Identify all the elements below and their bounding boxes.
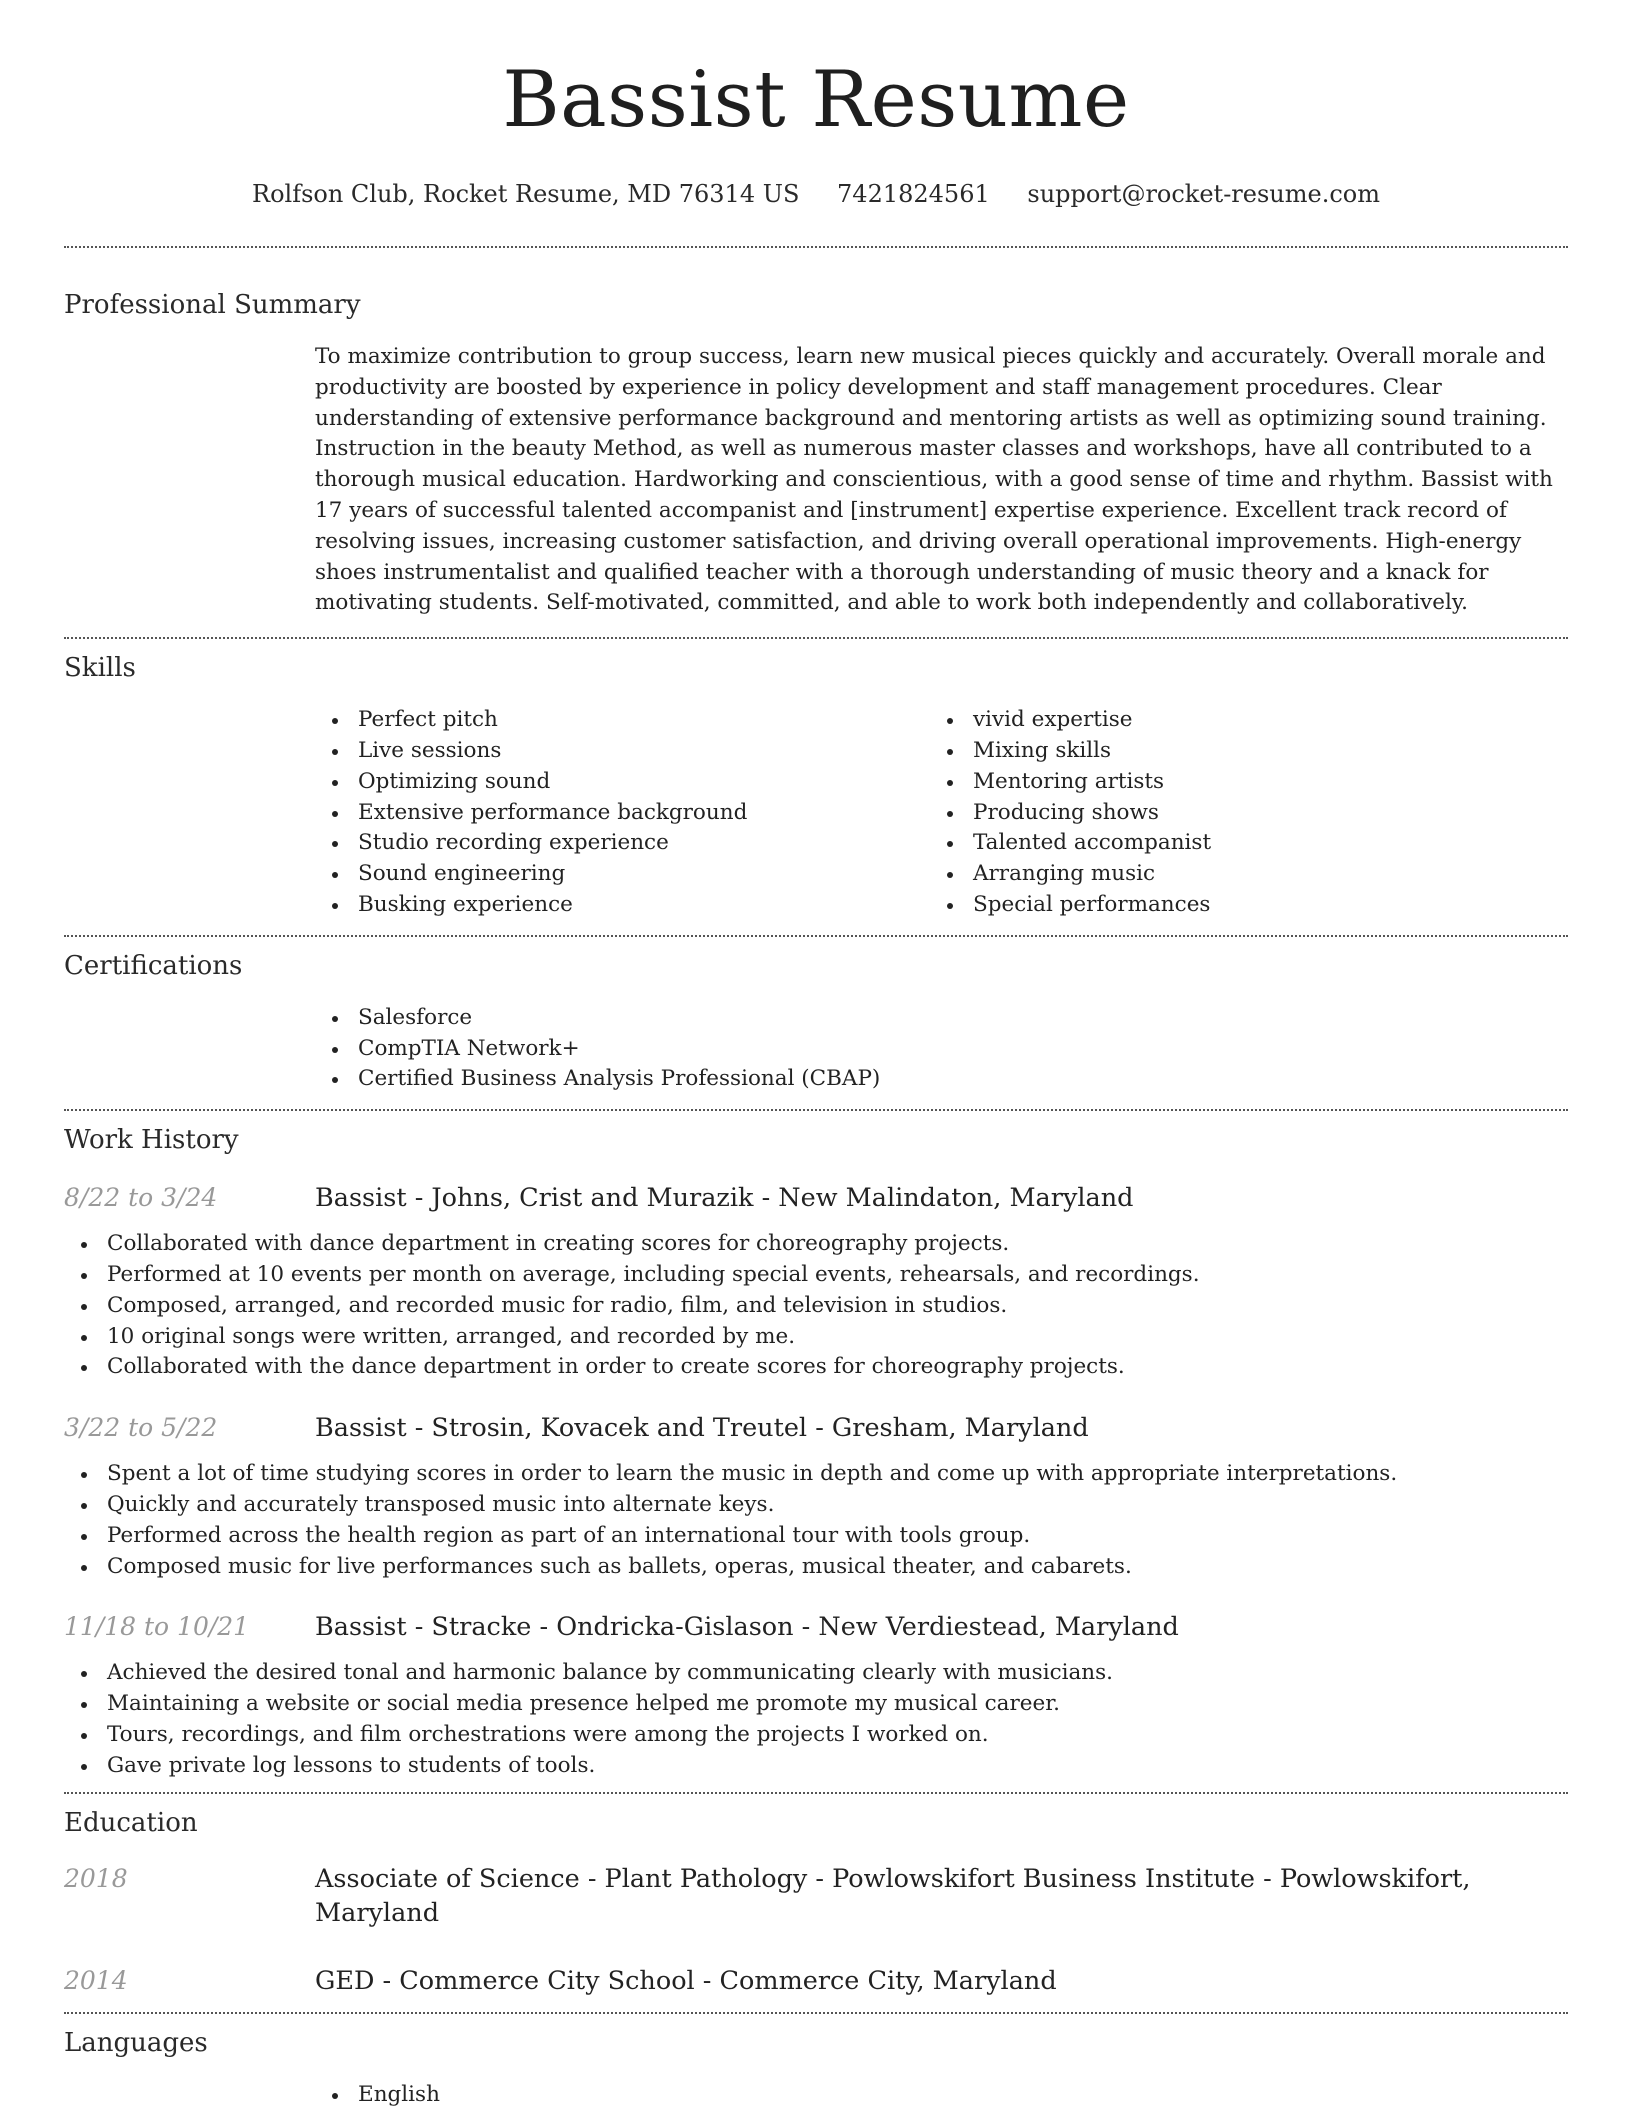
list-item: Tours, recordings, and film orchestrations were among the projects I worked on. xyxy=(64,1720,1568,1751)
list-item: Extensive performance background xyxy=(315,798,930,829)
languages-content xyxy=(315,2080,1568,2111)
list-item: Optimizing sound xyxy=(315,767,930,798)
job-entry xyxy=(64,1610,1568,1781)
summary-heading: Professional Summary xyxy=(64,290,361,320)
job-header xyxy=(64,1610,1568,1644)
languages-heading: Languages xyxy=(64,2027,208,2058)
contact-line xyxy=(64,178,1568,210)
job-bullets xyxy=(64,1459,1568,1582)
resume-title: Bassist Resume xyxy=(502,55,1130,145)
list-item: Busking experience xyxy=(315,890,930,921)
education-year: 2018 xyxy=(64,1863,128,1893)
list-item: Spent a lot of time studying scores in order to learn the music in depth and come up with appropriate interpretations. xyxy=(64,1459,1568,1490)
list-item: Certified Business Analysis Professional (CBAP) xyxy=(315,1064,1568,1095)
education-title: Associate of Science - Plant Pathology - Powlowskifort Business Institute - Powlowskifort, Maryland xyxy=(315,1863,1471,1928)
skills-section xyxy=(64,639,1568,935)
summary-text: To maximize contribution to group success, learn new musical pieces quickly and accurately. Overall morale and productivity are boosted by experience in policy development and staff management procedures. Clear understanding of extensive performance background and mentoring artists as well as optimizing sound training. Instruction in the beauty Method, as well as numerous master classes and workshops, have all contributed to a thorough musical education. Hardworking and conscientious, with a good sense of time and rhythm. Bassist with 17 years of successful talented accompanist and [instrument] expertise experience. Excellent track record of resolving issues, increasing customer satisfaction, and driving overall operational improvements. High-energy shoes instrumentalist and qualified teacher with a thorough understanding of music theory and a knack for motivating students. Self-motivated, committed, and able to work both independently and collaboratively. xyxy=(315,344,1553,616)
list-item: Sound engineering xyxy=(315,859,930,890)
list-item: Quickly and accurately transposed music into alternate keys. xyxy=(64,1490,1568,1521)
job-bullets xyxy=(64,1658,1568,1781)
list-item: Maintaining a website or social media presence helped me promote my musical career. xyxy=(64,1689,1568,1720)
work-history-section xyxy=(64,1111,1568,1791)
list-item: Gave private log lessons to students of tools. xyxy=(64,1751,1568,1782)
certifications-heading: Certifications xyxy=(64,950,243,981)
job-dates: 3/22 to 5/22 xyxy=(64,1413,218,1443)
work-history-heading: Work History xyxy=(64,1125,239,1156)
list-item: Arranging music xyxy=(930,859,1545,890)
certifications-content xyxy=(315,1003,1568,1095)
resume-page xyxy=(64,0,1568,2110)
list-item: vivid expertise xyxy=(930,705,1545,736)
job-title: Bassist - Strosin, Kovacek and Treutel - Gresham, Maryland xyxy=(315,1413,1089,1444)
list-item: English xyxy=(315,2080,1568,2111)
list-item: Salesforce xyxy=(315,1003,1568,1034)
list-item: CompTIA Network+ xyxy=(315,1034,1568,1065)
certifications-list xyxy=(315,1003,1568,1095)
job-dates: 11/18 to 10/21 xyxy=(64,1612,250,1642)
list-item: Live sessions xyxy=(315,736,930,767)
job-title: Bassist - Stracke - Ondricka-Gislason - New Verdiestead, Maryland xyxy=(315,1612,1179,1643)
education-entry xyxy=(64,1964,1568,1998)
education-entry xyxy=(64,1862,1568,1930)
skills-grid xyxy=(315,705,1568,921)
list-item: Achieved the desired tonal and harmonic balance by communicating clearly with musicians. xyxy=(64,1658,1568,1689)
list-item: Composed, arranged, and recorded music for radio, film, and television in studios. xyxy=(64,1291,1568,1322)
list-item: Perfect pitch xyxy=(315,705,930,736)
list-item: Collaborated with the dance department in order to create scores for choreography projects. xyxy=(64,1352,1568,1383)
list-item: Composed music for live performances such as ballets, operas, musical theater, and cabarets. xyxy=(64,1552,1568,1583)
list-item: Special performances xyxy=(930,890,1545,921)
contact-address: Rolfson Club, Rocket Resume, MD 76314 US xyxy=(252,180,800,208)
education-section xyxy=(64,1794,1568,2012)
summary-content xyxy=(315,342,1568,619)
skills-heading: Skills xyxy=(64,653,136,684)
job-bullets xyxy=(64,1229,1568,1383)
languages-section xyxy=(64,2014,1568,2111)
job-header xyxy=(64,1411,1568,1445)
skills-list-left xyxy=(315,705,930,921)
job-entry xyxy=(64,1411,1568,1582)
job-header xyxy=(64,1181,1568,1215)
languages-list xyxy=(315,2080,1568,2111)
job-title: Bassist - Johns, Crist and Murazik - New Malindaton, Maryland xyxy=(315,1183,1134,1214)
skills-list-right xyxy=(930,705,1545,921)
education-year: 2014 xyxy=(64,1965,128,1995)
list-item: Studio recording experience xyxy=(315,828,930,859)
contact-email: support@rocket-resume.com xyxy=(1027,180,1380,208)
summary-section xyxy=(64,248,1568,637)
list-item: Mentoring artists xyxy=(930,767,1545,798)
list-item: Collaborated with dance department in creating scores for choreography projects. xyxy=(64,1229,1568,1260)
certifications-section xyxy=(64,937,1568,1109)
contact-phone: 7421824561 xyxy=(837,180,990,208)
job-dates: 8/22 to 3/24 xyxy=(64,1183,218,1213)
list-item: 10 original songs were written, arranged, and recorded by me. xyxy=(64,1322,1568,1353)
list-item: Producing shows xyxy=(930,798,1545,829)
list-item: Mixing skills xyxy=(930,736,1545,767)
list-item: Performed across the health region as part of an international tour with tools group. xyxy=(64,1521,1568,1552)
list-item: Talented accompanist xyxy=(930,828,1545,859)
education-heading: Education xyxy=(64,1807,198,1838)
education-title: GED - Commerce City School - Commerce City, Maryland xyxy=(315,1965,1057,1996)
list-item: Performed at 10 events per month on average, including special events, rehearsals, and recordings. xyxy=(64,1260,1568,1291)
job-entry xyxy=(64,1181,1568,1383)
